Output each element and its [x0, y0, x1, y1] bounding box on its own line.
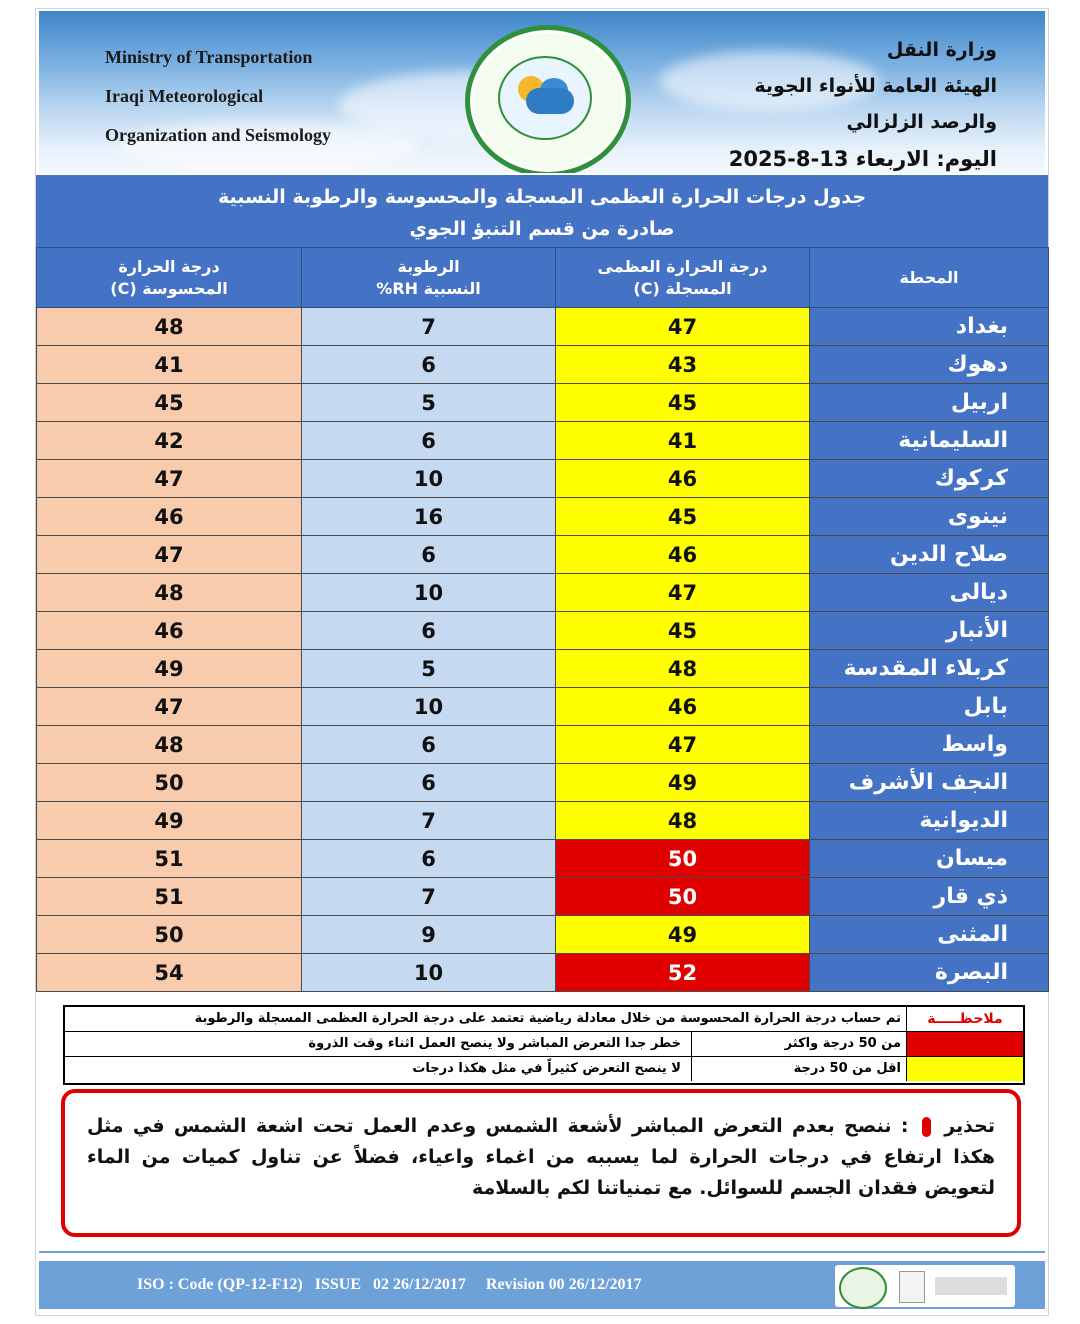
warning-box	[61, 1089, 1021, 1237]
title-line-1: جدول درجات الحرارة العظمى المسجلة والمحسوسة والرطوبة النسبية	[217, 186, 867, 208]
max-temp-cell: 46	[556, 536, 810, 574]
table-row	[37, 346, 1049, 384]
feels-like-cell: 42	[37, 422, 302, 460]
table-title	[36, 175, 1048, 247]
table-row	[37, 878, 1049, 916]
station-cell: صلاح الدين	[810, 536, 1049, 574]
header-feels-like: درجة الحرارة المحسوسة (C)	[37, 248, 302, 308]
organization-seal-icon	[839, 1267, 887, 1309]
max-temp-cell: 47	[556, 574, 810, 612]
table-row	[37, 308, 1049, 346]
max-temp-cell: 49	[556, 764, 810, 802]
humidity-cell: 10	[302, 574, 556, 612]
feels-like-cell: 45	[37, 384, 302, 422]
humidity-cell: 5	[302, 384, 556, 422]
feels-like-cell: 46	[37, 612, 302, 650]
table-row	[37, 764, 1049, 802]
organization-logo	[465, 25, 631, 173]
max-temp-cell: 47	[556, 308, 810, 346]
max-temp-cell: 48	[556, 802, 810, 840]
station-cell: كركوك	[810, 460, 1049, 498]
arabic-line: والرصد الزلزالي	[846, 111, 997, 133]
certifier-logo	[935, 1277, 1007, 1295]
note-label: ملاحظـــــة	[906, 1007, 1023, 1031]
thermometer-icon	[922, 1117, 931, 1137]
station-cell: بغداد	[810, 308, 1049, 346]
station-cell: المثنى	[810, 916, 1049, 954]
english-line: Ministry of Transportation	[105, 47, 313, 67]
feels-like-cell: 46	[37, 498, 302, 536]
table-header-row	[37, 248, 1049, 308]
logo-inner	[498, 56, 592, 140]
arabic-line: الهيئة العامة للأنواء الجوية	[754, 75, 997, 97]
humidity-cell: 10	[302, 460, 556, 498]
station-cell: بابل	[810, 688, 1049, 726]
arabic-org-name	[729, 39, 997, 173]
red-swatch	[906, 1032, 1023, 1056]
warning-text: : ننصح بعدم التعرض المباشر لأشعة الشمس وعدم العمل تحت اشعة الشمس في مثل هكذا ارتفاع في درجات الحرارة لما يسببه من اغماء واعياء، فضلاً عن تناول كميات من الماء لتعويض فقدان الجسم للسوائل. مع تمنياتنا لكم بالسلامة	[87, 1115, 995, 1199]
english-org-name	[105, 47, 331, 164]
feels-like-cell: 47	[37, 688, 302, 726]
warning-label: تحذير	[944, 1115, 995, 1137]
feels-like-cell: 49	[37, 802, 302, 840]
feels-like-cell: 54	[37, 954, 302, 992]
humidity-cell: 10	[302, 954, 556, 992]
feels-like-cell: 48	[37, 574, 302, 612]
yellow-swatch	[906, 1057, 1023, 1081]
report-date: اليوم: الاربعاء 13-8-2025	[728, 147, 997, 171]
humidity-cell: 6	[302, 764, 556, 802]
note-row-yellow	[65, 1057, 1023, 1081]
red-desc: خطر جدا التعرض المباشر ولا ينصح العمل اثناء وقت الذروة	[308, 1036, 681, 1051]
table-row	[37, 384, 1049, 422]
humidity-cell: 10	[302, 688, 556, 726]
humidity-cell: 16	[302, 498, 556, 536]
feels-like-cell: 41	[37, 346, 302, 384]
station-cell: كربلاء المقدسة	[810, 650, 1049, 688]
humidity-cell: 6	[302, 612, 556, 650]
feels-like-cell: 47	[37, 460, 302, 498]
max-temp-cell: 41	[556, 422, 810, 460]
table-row	[37, 460, 1049, 498]
station-cell: البصرة	[810, 954, 1049, 992]
humidity-cell: 6	[302, 536, 556, 574]
feels-like-cell: 48	[37, 726, 302, 764]
max-temp-cell: 46	[556, 460, 810, 498]
max-temp-cell: 45	[556, 384, 810, 422]
header-humidity: الرطوبة النسبية RH%	[302, 248, 556, 308]
max-temp-cell: 52	[556, 954, 810, 992]
title-line-2: صادرة من قسم التنبؤ الجوي	[409, 218, 675, 240]
note-row-red	[65, 1032, 1023, 1057]
note-row	[65, 1007, 1023, 1032]
english-line: Iraqi Meteorological	[105, 86, 264, 106]
station-cell: الديوانية	[810, 802, 1049, 840]
station-cell: السليمانية	[810, 422, 1049, 460]
footer-bar	[39, 1261, 1045, 1309]
station-cell: دهوك	[810, 346, 1049, 384]
note-text: تم حساب درجة الحرارة المحسوسة من خلال معادلة رياضية تعتمد على درجة الحرارة العظمى المسجلة والرطوبة	[194, 1011, 901, 1026]
english-line: Organization and Seismology	[105, 125, 332, 145]
feels-like-cell: 47	[37, 536, 302, 574]
humidity-cell: 7	[302, 308, 556, 346]
humidity-cell: 6	[302, 840, 556, 878]
certificate-icon	[899, 1271, 925, 1303]
max-temp-cell: 50	[556, 878, 810, 916]
feels-like-cell: 48	[37, 308, 302, 346]
header-banner	[39, 11, 1045, 173]
station-cell: النجف الأشرف	[810, 764, 1049, 802]
table-row	[37, 916, 1049, 954]
max-temp-cell: 48	[556, 650, 810, 688]
humidity-cell: 6	[302, 726, 556, 764]
table-row	[37, 574, 1049, 612]
max-temp-cell: 46	[556, 688, 810, 726]
table-row	[37, 536, 1049, 574]
max-temp-cell: 43	[556, 346, 810, 384]
bulletin-page	[35, 8, 1049, 1316]
station-cell: ميسان	[810, 840, 1049, 878]
humidity-cell: 6	[302, 346, 556, 384]
humidity-cell: 5	[302, 650, 556, 688]
yellow-range: اقل من 50 درجة	[691, 1057, 907, 1081]
table-row	[37, 726, 1049, 764]
table-row	[37, 612, 1049, 650]
station-cell: الأنبار	[810, 612, 1049, 650]
humidity-cell: 7	[302, 878, 556, 916]
table-row	[37, 422, 1049, 460]
header-max-temp: درجة الحرارة العظمى المسجلة (C)	[556, 248, 810, 308]
station-cell: نينوى	[810, 498, 1049, 536]
table-row	[37, 688, 1049, 726]
station-cell: واسط	[810, 726, 1049, 764]
arabic-line: وزارة النقل	[886, 39, 997, 61]
station-cell: ذي قار	[810, 878, 1049, 916]
humidity-cell: 6	[302, 422, 556, 460]
table-row	[37, 498, 1049, 536]
feels-like-cell: 50	[37, 916, 302, 954]
station-cell: اربيل	[810, 384, 1049, 422]
feels-like-cell: 50	[37, 764, 302, 802]
table-row	[37, 840, 1049, 878]
humidity-cell: 9	[302, 916, 556, 954]
iso-code: ISO : Code (QP-12-F12) ISSUE 02 26/12/2017 Revision 00 26/12/2017	[137, 1276, 642, 1293]
table-row	[37, 650, 1049, 688]
max-temp-cell: 49	[556, 916, 810, 954]
feels-like-cell: 51	[37, 878, 302, 916]
table-row	[37, 802, 1049, 840]
yellow-desc: لا ينصح التعرض كثيراً في مثل هكذا درجات	[412, 1061, 681, 1076]
cloud-icon	[526, 88, 574, 114]
header-station: المحطة	[810, 248, 1049, 308]
max-temp-cell: 50	[556, 840, 810, 878]
humidity-cell: 7	[302, 802, 556, 840]
temperature-table	[36, 247, 1049, 992]
max-temp-cell: 47	[556, 726, 810, 764]
station-cell: ديالى	[810, 574, 1049, 612]
footer-divider	[39, 1251, 1045, 1253]
feels-like-cell: 49	[37, 650, 302, 688]
note-box	[63, 1005, 1025, 1085]
red-range: من 50 درجة واكثر	[691, 1032, 907, 1056]
certification-badges	[835, 1265, 1015, 1307]
table-row	[37, 954, 1049, 992]
max-temp-cell: 45	[556, 612, 810, 650]
max-temp-cell: 45	[556, 498, 810, 536]
feels-like-cell: 51	[37, 840, 302, 878]
